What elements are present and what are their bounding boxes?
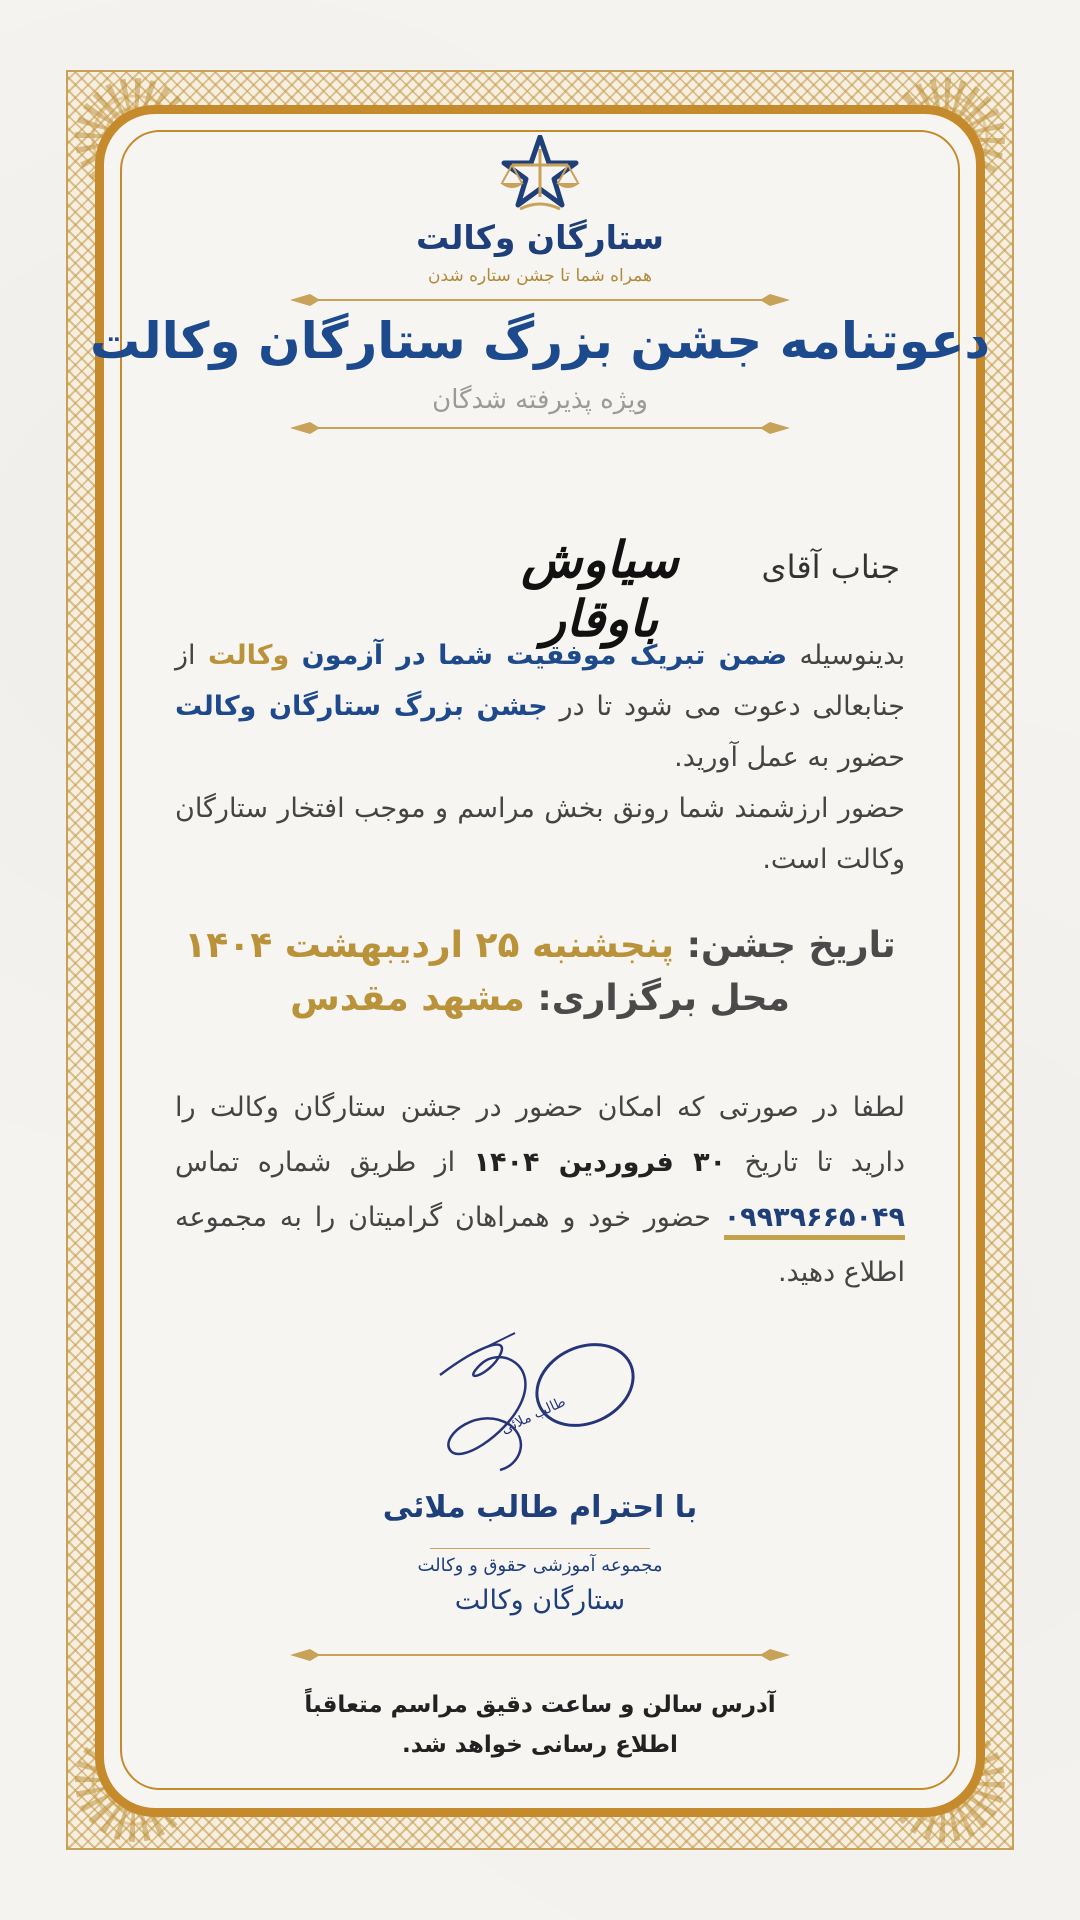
signature-stamp-text: طالب ملائی: [498, 1393, 569, 1438]
invitation-subtitle: ویژه پذیرفته شدگان: [432, 385, 648, 415]
rsvp-deadline: ۳۰ فروردین ۱۴۰۴: [473, 1147, 727, 1178]
signature-with-stamp: [420, 1325, 660, 1475]
phone-number: ۰۹۹۳۹۶۶۵۰۴۹: [724, 1202, 905, 1240]
event-date-row: [0, 925, 1080, 966]
closing-divider: [430, 1548, 650, 1549]
footer-line-1: آدرس سالن و ساعت دقیق مراسم متعاقباً: [304, 1692, 776, 1718]
closing-regards: با احترام طالب ملائی: [382, 1490, 698, 1525]
invitation-title: دعوتنامه جشن بزرگ ستارگان وکالت: [89, 312, 991, 370]
organization-name: ستارگان وکالت: [454, 1585, 626, 1616]
invitation-paragraph: [175, 630, 905, 885]
rsvp-text: حضور خود و همراهان گرامیتان را به مجموعه اطلاع دهید.: [175, 1202, 905, 1288]
event-venue-value: مشهد مقدس: [290, 978, 525, 1019]
event-date-value: پنجشنبه ۲۵ اردیبهشت ۱۴۰۴: [184, 925, 675, 966]
scales-star-logo-icon: [490, 135, 590, 215]
paragraph-text: حضور به عمل آورید.: [674, 742, 905, 773]
ornament-divider-title: [290, 418, 790, 438]
rsvp-text: از طریق شماره تماس: [175, 1147, 456, 1178]
rsvp-text: لطفا در صورتی که امکان حضور در جشن ستارگان وکالت را دارید تا تاریخ: [175, 1092, 905, 1178]
honor-paragraph: حضور ارزشمند شما رونق بخش مراسم و موجب افتخار ستارگان وکالت است.: [175, 793, 905, 875]
event-venue-row: [0, 978, 1080, 1019]
brand-name: ستارگان وکالت: [416, 218, 664, 257]
ornament-divider-footer: [290, 1645, 790, 1665]
rsvp-paragraph: [175, 1080, 905, 1300]
organization-description: مجموعه آموزشی حقوق و وکالت: [417, 1555, 663, 1576]
celebration-name: جشن بزرگ ستارگان وکالت: [175, 691, 548, 722]
congratulation-phrase: ضمن تبریک موفقیت شما: [438, 640, 788, 671]
footer-note: [0, 1685, 1080, 1765]
ornament-divider-top: [290, 290, 790, 310]
event-date-label: تاریخ جشن:: [686, 925, 896, 966]
footer-line-2: اطلاع رسانی خواهد شد.: [402, 1732, 678, 1758]
salutation: جناب آقای: [761, 548, 900, 586]
event-venue-label: محل برگزاری:: [537, 978, 790, 1019]
law-word: وکالت: [207, 640, 290, 671]
paragraph-text: بدینوسیله: [799, 640, 905, 671]
paragraph-text: از جنابعالی دعوت می شود تا در: [175, 640, 905, 722]
brand-tagline: همراه شما تا جشن ستاره شدن: [428, 266, 652, 286]
exam-phrase: در آزمون: [301, 640, 426, 671]
guest-name: سیاوش باوقار: [521, 530, 679, 648]
